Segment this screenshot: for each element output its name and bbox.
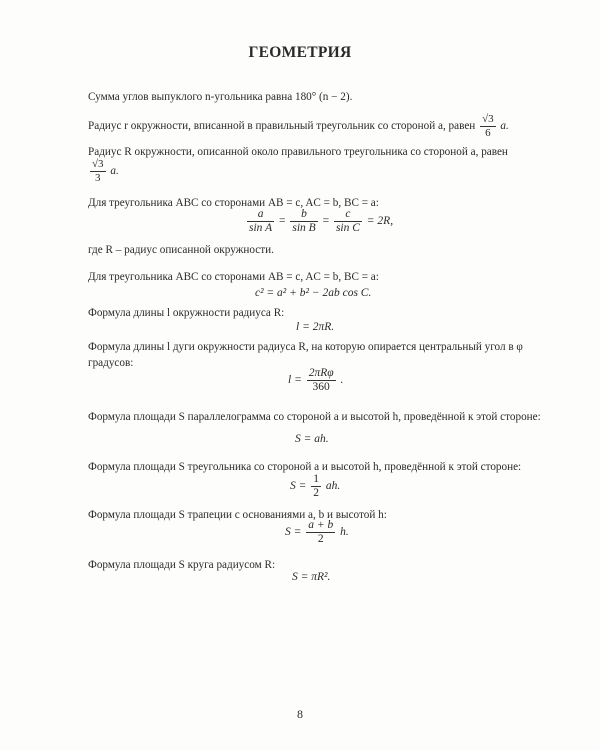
sines-fraction-a-den: sin A [249,222,273,234]
triangle-area-intro: Формула площади S треугольника со стороной a и высотой h, проведённой к этой стороне: [88,461,522,473]
page-number: 8 [297,707,303,721]
inscribed-radius-numerator: √3 [482,113,494,125]
inscribed-radius-fraction [480,113,496,140]
equals-sign: = [322,215,330,228]
triangle-area-formula [290,473,340,500]
sines-tail: = 2R, [366,215,394,228]
parallelogram-area-intro: Формула площади S параллелограмма со стороной a и высотой h, проведённой к этой стороне: [88,411,541,423]
trapezoid-area-formula [285,519,349,546]
law-of-sines-formula [245,208,393,235]
sines-fraction-a-num: a [247,208,274,222]
circumscribed-radius-tail: a. [110,165,119,178]
parallelogram-area-formula: S = ah. [295,433,329,445]
law-of-cosines-intro: Для треугольника ABC со сторонами AB = c, AC = b, BC = a: [88,271,379,283]
circumscribed-radius-text: Радиус R окружности, описанной около правильного треугольника со стороной a, равен [88,146,508,158]
circumscribed-radius-denominator: 3 [95,172,101,184]
inscribed-radius-tail: a. [500,120,509,133]
triangle-area-lhs: S = [290,480,307,493]
inscribed-radius-text: Радиус r окружности, вписанной в правильный треугольник со стороной a, равен [88,120,476,133]
sines-fraction-c-num: c [334,208,362,222]
equals-sign: = [279,215,286,228]
angles-sum-text: Сумма углов выпуклого n-угольника равна 180° (n − 2). [88,91,353,103]
arc-length-intro: Формула длины l дуги окружности радиуса R, на которую опирается центральный угол в φ [88,341,523,353]
arc-length-lhs: l = [288,374,302,387]
trapezoid-area-numerator: a + b [308,519,334,531]
circle-area-formula: S = πR². [292,571,331,583]
triangle-area-numerator: 1 [313,473,320,485]
law-of-sines-intro: Для треугольника ABC со сторонами AB = c, AC = b, BC = a: [88,197,379,209]
arc-length-tail: . [340,374,344,387]
triangle-area-fraction [311,473,321,500]
trapezoid-area-intro: Формула площади S трапеции с основаниями a, b и высотой h: [88,509,387,521]
sines-fraction-b-num: b [290,208,317,222]
circle-length-intro: Формула длины l окружности радиуса R: [88,307,285,319]
trapezoid-area-denominator: 2 [317,533,324,545]
inscribed-radius-denominator: 6 [485,127,491,139]
arc-length-denominator: 360 [312,381,330,393]
arc-length-formula [288,367,343,394]
trapezoid-area-lhs: S = [285,526,302,539]
trapezoid-area-fraction [306,519,335,546]
law-of-sines-note: где R – радиус описанной окружности. [88,244,274,256]
triangle-area-denominator: 2 [313,487,320,499]
circle-area-intro: Формула площади S круга радиусом R: [88,559,276,571]
page-title: ГЕОМЕТРИЯ [248,44,352,61]
circle-length-formula: l = 2πR. [296,321,335,333]
sines-fraction-a [247,208,274,235]
circumscribed-radius-fraction [90,158,106,185]
sines-fraction-c [334,208,362,235]
law-of-cosines-formula: c² = a² + b² − 2ab cos C. [255,287,372,299]
trapezoid-area-tail: h. [340,526,349,539]
arc-length-fraction [307,367,336,394]
sines-fraction-b-den: sin B [292,222,316,234]
arc-length-intro-cont: градусов: [88,357,134,369]
inscribed-radius-line [88,113,509,140]
triangle-area-tail: ah. [325,480,341,493]
circumscribed-radius-numerator: √3 [92,158,104,170]
sines-fraction-b [290,208,317,235]
circumscribed-radius-value [88,158,119,185]
sines-fraction-c-den: sin C [335,222,360,234]
arc-length-numerator: 2πRφ [308,367,334,379]
